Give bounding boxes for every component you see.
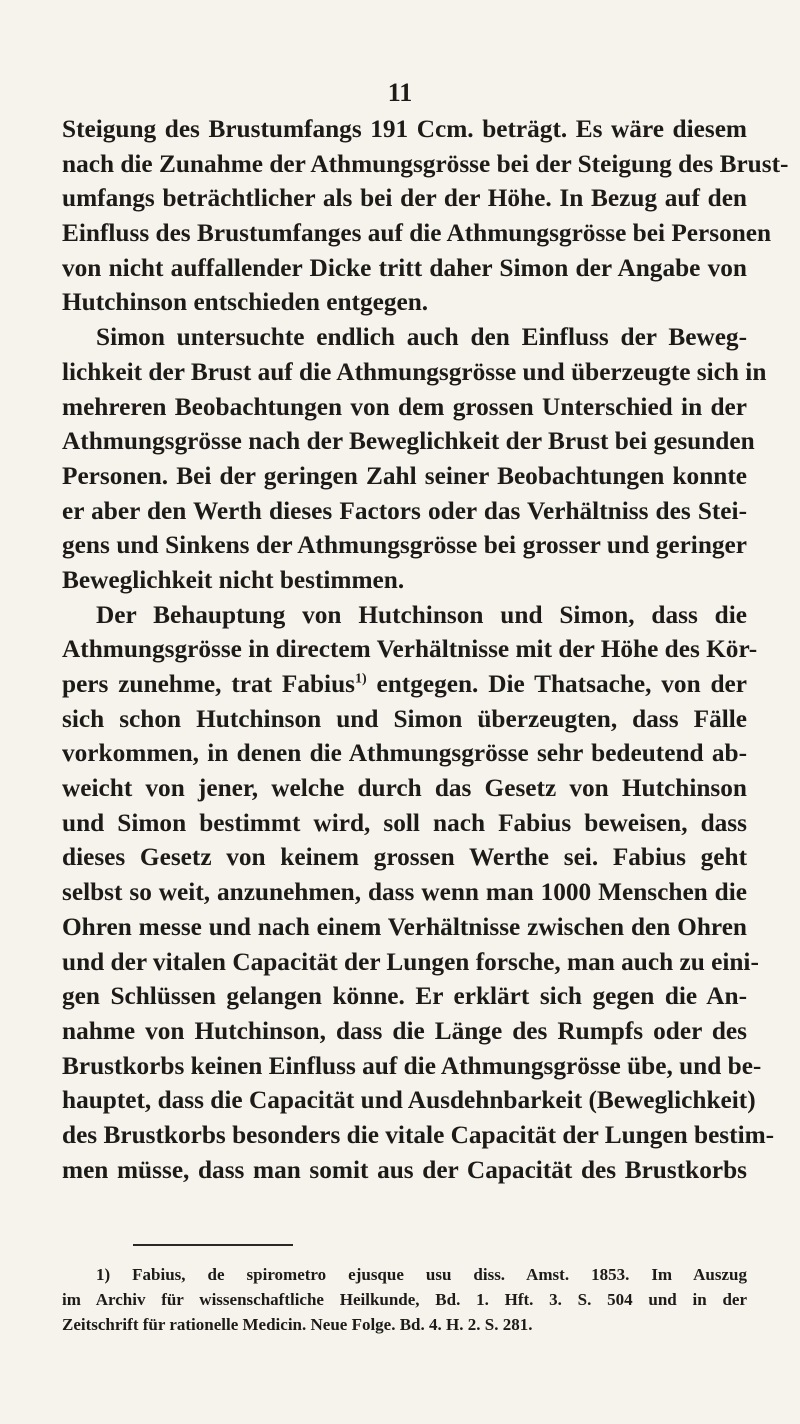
text-line: Steigung des Brustumfangs 191 Ccm. beträgt. Es wäre diesem bbox=[62, 115, 747, 143]
text-line: selbst so weit, anzunehmen, dass wenn man 1000 Menschen die bbox=[62, 878, 747, 907]
text-fragment: pers zunehme, trat Fabius bbox=[62, 670, 355, 698]
text-line-with-footnote-ref bbox=[62, 667, 747, 702]
body-text bbox=[62, 112, 789, 1187]
footnote-divider bbox=[133, 1244, 293, 1246]
text-line: Athmungsgrösse in directem Verhältnisse mit der Höhe des Kör- bbox=[62, 635, 758, 664]
text-line: dieses Gesetz von keinem grossen Werthe sei. Fabius geht bbox=[62, 843, 747, 872]
text-line: von nicht auffallender Dicke tritt daher Simon der Angabe von bbox=[62, 253, 747, 282]
text-line: hauptet, dass die Capacität und Ausdehnbarkeit (Beweglichkeit) bbox=[62, 1086, 756, 1115]
footnote-line: im Archiv für wissenschaftliche Heilkunde, Bd. 1. Hft. 3. S. 504 und in der bbox=[62, 1290, 747, 1309]
text-line: weicht von jener, welche durch das Gesetz von Hutchinson bbox=[62, 774, 747, 803]
text-line: Einfluss des Brustumfanges auf die Athmungsgrösse bei Personen bbox=[62, 219, 772, 248]
text-line: Hutchinson entschieden entgegen. bbox=[62, 288, 429, 317]
text-line: und der vitalen Capacität der Lungen forsche, man auch zu eini- bbox=[62, 947, 759, 976]
footnote-line: Zeitschrift für rationelle Medicin. Neue Folge. Bd. 4. H. 2. S. 281. bbox=[62, 1315, 533, 1334]
text-line: nach die Zunahme der Athmungsgrösse bei der Steigung des Brust- bbox=[62, 149, 789, 178]
text-line: er aber den Werth dieses Factors oder das Verhältniss des Stei- bbox=[62, 496, 747, 525]
text-line: Personen. Bei der geringen Zahl seiner Beobachtungen konnte bbox=[62, 461, 747, 490]
page-number: 11 bbox=[387, 78, 413, 107]
text-line: sich schon Hutchinson und Simon überzeugten, dass Fälle bbox=[62, 704, 747, 733]
footnote-line: 1) Fabius, de spirometro ejusque usu diss. Amst. 1853. Im Auszug bbox=[96, 1265, 747, 1284]
text-line: men müsse, dass man somit aus der Capacität des Brustkorbs bbox=[62, 1155, 747, 1184]
text-line: gens und Sinkens der Athmungsgrösse bei grosser und geringer bbox=[62, 531, 747, 560]
text-line: Brustkorbs keinen Einfluss auf die Athmungsgrösse übe, und be- bbox=[62, 1051, 762, 1080]
text-line: umfangs beträchtlicher als bei der der Höhe. In Bezug auf den bbox=[62, 184, 747, 213]
text-line: nahme von Hutchinson, dass die Länge des Rumpfs oder des bbox=[62, 1016, 747, 1045]
footnote-ref: 1) bbox=[354, 671, 367, 687]
text-fragment: entgegen. Die Thatsache, von der bbox=[376, 670, 748, 698]
text-line: Der Behauptung von Hutchinson und Simon, dass die bbox=[96, 600, 747, 629]
text-line: Ohren messe und nach einem Verhältnisse zwischen den Ohren bbox=[62, 912, 747, 941]
text-line: vorkommen, in denen die Athmungsgrösse sehr bedeutend ab- bbox=[62, 739, 747, 768]
text-line: Simon untersuchte endlich auch den Einfluss der Beweg- bbox=[96, 323, 747, 352]
text-line: gen Schlüssen gelangen könne. Er erklärt sich gegen die An- bbox=[62, 982, 747, 1011]
footnote bbox=[62, 1262, 747, 1337]
text-line: und Simon bestimmt wird, soll nach Fabius beweisen, dass bbox=[62, 808, 747, 837]
text-line: mehreren Beobachtungen von dem grossen Unterschied in der bbox=[62, 392, 747, 421]
text-line: des Brustkorbs besonders die vitale Capacität der Lungen bestim- bbox=[62, 1120, 775, 1149]
text-line: Beweglichkeit nicht bestimmen. bbox=[62, 565, 405, 594]
text-line: Athmungsgrösse nach der Beweglichkeit der Brust bei gesunden bbox=[62, 427, 755, 456]
text-line: lichkeit der Brust auf die Athmungsgrösse und überzeugte sich in bbox=[62, 357, 767, 386]
